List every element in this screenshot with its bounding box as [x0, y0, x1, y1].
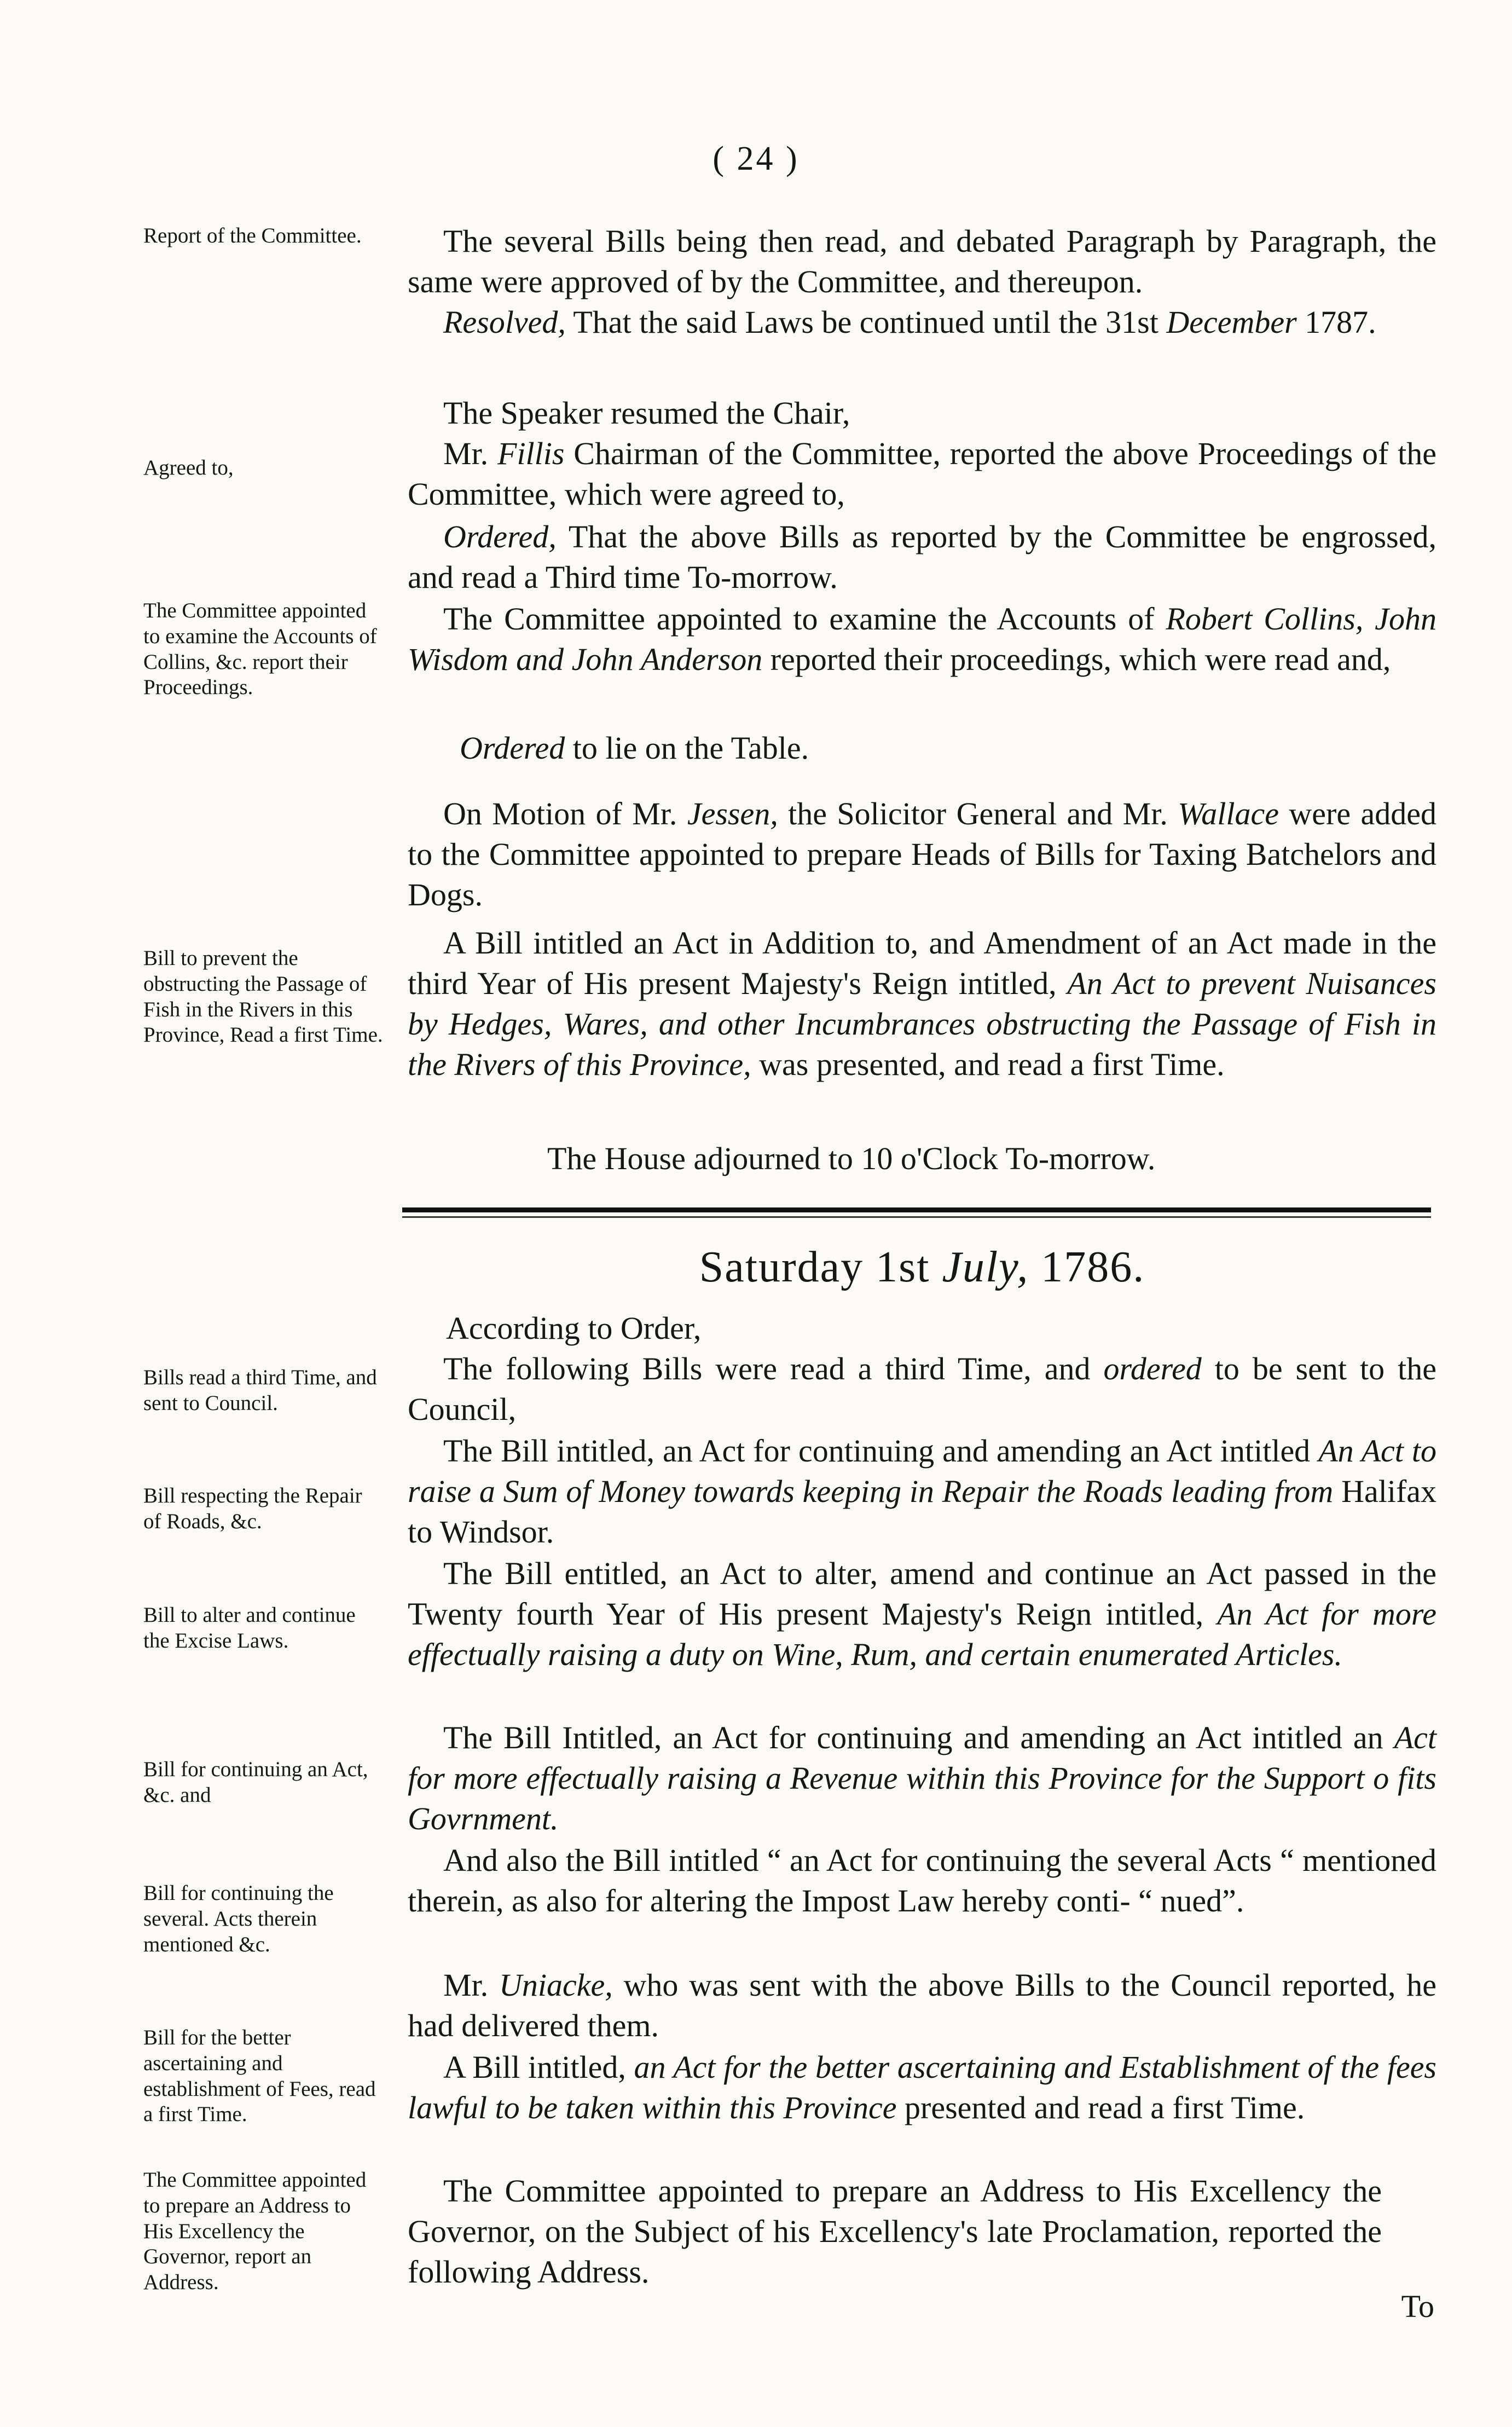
- margin-note-report: Report of the Committee.: [143, 224, 362, 247]
- paragraph-fish-bill: [408, 923, 1436, 1085]
- section-rule-thin: [402, 1216, 1431, 1218]
- resolved-date: December: [1166, 304, 1297, 340]
- motion-prefix: On Motion of Mr.: [443, 796, 687, 831]
- excise-bill-prefix: The Bill entitled, an Act to alter, amend and continue an Act passed in the Twenty fourth Year of His present Majesty's Reign intitled,: [408, 1556, 1436, 1632]
- paragraph-impost-bill: And also the Bill intitled “ an Act for continuing the several Acts “ mentioned therein, as also for altering the Impost Law hereby conti- “ nued”.: [408, 1842, 1436, 1919]
- roads-bill-text: Halifax to Windsor.: [408, 1473, 1437, 1550]
- paragraph-committee-accounts: [408, 599, 1436, 680]
- paragraph-roads-bill: [408, 1431, 1436, 1552]
- chairman-prefix: Mr.: [443, 436, 498, 471]
- margin-note-several-acts-bill: Bill for continuing the several. Acts therein mentioned &c.: [143, 1881, 334, 1956]
- resolved-lead: Resolved,: [443, 304, 566, 340]
- margin-note-fish-bill: Bill to prevent the obstructing the Passage of Fish in the Rivers in this Province, Read a first Time.: [143, 946, 383, 1047]
- paragraph-revenue-bill: [408, 1718, 1436, 1839]
- catchword: To: [1401, 2289, 1434, 2324]
- motion-middle: the Solicitor General and Mr.: [778, 796, 1178, 831]
- paragraph-motion-jessen: [408, 794, 1436, 915]
- margin-note-continuing-bill: Bill for continuing an Act, &c. and: [143, 1758, 368, 1807]
- excise-bill-title: An Act for more effectually raising a duty on Wine, Rum, and certain enumerated Articles.: [408, 1596, 1436, 1672]
- resolved-year: 1787.: [1296, 304, 1376, 340]
- fees-bill-title: an Act for the better ascertaining and Establishment of the fees lawful to be taken within this Province: [408, 2049, 1437, 2125]
- margin-note-committee-accounts: The Committee appointed to examine the Accounts of Collins, &c. report their Proceedings.: [143, 599, 377, 700]
- date-day: Saturday 1st: [699, 1243, 942, 1291]
- accounts-text: reported their proceedings, which were read and,: [762, 642, 1391, 677]
- section-rule-thick: [402, 1207, 1431, 1212]
- motion-text: were added to the Committee appointed to prepare Heads of Bills for Taxing Batchelors and Dogs.: [408, 796, 1436, 912]
- uniacke-name: Uniacke,: [499, 1967, 613, 2003]
- fish-bill-title: An Act to prevent Nuisances by Hedges, Wares, and other Incumbrances obstructing the Passage of Fish in the Rivers of this Province,: [408, 966, 1436, 1082]
- paragraph-address-committee: The Committee appointed to prepare an Address to His Excellency the Governor, on the Subject of his Excellency's late Proclamation, reported the following Address.: [408, 2173, 1382, 2290]
- margin-note-roads-bill: Bill respecting the Repair of Roads, &c.: [143, 1484, 362, 1533]
- paragraph-according-to-order: According to Order,: [446, 1310, 702, 1346]
- ordered-text: That the above Bills as reported by the Committee be engrossed, and read a Third time To-morrow.: [408, 519, 1436, 595]
- table-text: to lie on the Table.: [565, 730, 809, 766]
- paragraph-speaker-resumed: The Speaker resumed the Chair,: [443, 395, 850, 431]
- margin-note-agreed: Agreed to,: [143, 456, 234, 479]
- paragraph-resolved: [408, 302, 1436, 343]
- accounts-prefix: The Committee appointed to examine the Accounts of: [443, 601, 1166, 637]
- paragraph-lie-on-table: [460, 728, 1488, 768]
- paragraph-bills-debated: The several Bills being then read, and debated Paragraph by Paragraph, the same were approved of by the Committee, and thereupon.: [408, 223, 1436, 299]
- roads-bill-title: An Act to raise a Sum of Money towards keeping in Repair the Roads leading from: [408, 1433, 1437, 1509]
- resolved-text: That the said Laws be continued until the 31st: [565, 304, 1167, 340]
- motion-name-wallace: Wallace: [1178, 796, 1279, 831]
- paragraph-bills-third-time: [408, 1349, 1436, 1430]
- third-time-prefix: The following Bills were read a third Time, and: [443, 1351, 1104, 1386]
- uniacke-prefix: Mr.: [443, 1967, 499, 2003]
- motion-name-jessen: Jessen,: [687, 796, 778, 831]
- date-month: July,: [942, 1243, 1029, 1291]
- paragraph-uniacke-report: [408, 1965, 1436, 2046]
- paragraph-excise-bill: [408, 1553, 1436, 1675]
- margin-note-excise-bill: Bill to alter and continue the Excise Laws.: [143, 1603, 356, 1652]
- accounts-names: Robert Collins, John Wisdom and John Anderson: [408, 601, 1436, 677]
- paragraph-ordered-engrossed: [408, 517, 1436, 598]
- paragraph-chairman-report: [408, 434, 1436, 515]
- chairman-name: Fillis: [497, 436, 565, 471]
- fees-bill-prefix: A Bill intitled,: [443, 2049, 634, 2085]
- revenue-bill-title: Act for more effectually raising a Revenue within this Province for the Support o fits Govrnment.: [408, 1720, 1436, 1836]
- third-time-text: to be sent to the Council,: [408, 1351, 1436, 1427]
- paragraph-fees-bill: [408, 2047, 1436, 2128]
- date-year: 1786.: [1029, 1243, 1145, 1291]
- third-time-ordered: ordered: [1103, 1351, 1202, 1386]
- margin-note-address-committee: The Committee appointed to prepare an Address to His Excellency the Governor, report an Address.: [143, 2168, 367, 2295]
- fees-bill-text: presented and read a first Time.: [896, 2090, 1305, 2125]
- table-lead: Ordered: [460, 730, 565, 766]
- roads-bill-prefix: The Bill intitled, an Act for continuing and amending an Act intitled: [443, 1433, 1319, 1469]
- paragraph-house-adjourned: The House adjourned to 10 o'Clock To-morrow.: [547, 1141, 1156, 1176]
- margin-note-fees-bill: Bill for the better ascertaining and establishment of Fees, read a first Time.: [143, 2026, 376, 2126]
- ordered-lead: Ordered,: [443, 519, 557, 554]
- uniacke-text: who was sent with the above Bills to the Council reported, he had delivered them.: [408, 1967, 1436, 2043]
- chairman-text: Chairman of the Committee, reported the above Proceedings of the Committee, which were agreed to,: [408, 436, 1436, 512]
- revenue-bill-prefix: The Bill Intitled, an Act for continuing and amending an Act intitled an: [443, 1720, 1394, 1755]
- margin-note-bills-read: Bills read a third Time, and sent to Council.: [143, 1366, 377, 1415]
- page-number: ( 24 ): [712, 140, 800, 177]
- fish-bill-text: was presented, and read a first Time.: [751, 1047, 1225, 1082]
- fish-bill-prefix: A Bill intitled an Act in Addition to, and Amendment of an Act made in the third Year of His present Majesty's Reign intitled,: [408, 925, 1436, 1001]
- date-heading: [408, 1243, 1436, 1292]
